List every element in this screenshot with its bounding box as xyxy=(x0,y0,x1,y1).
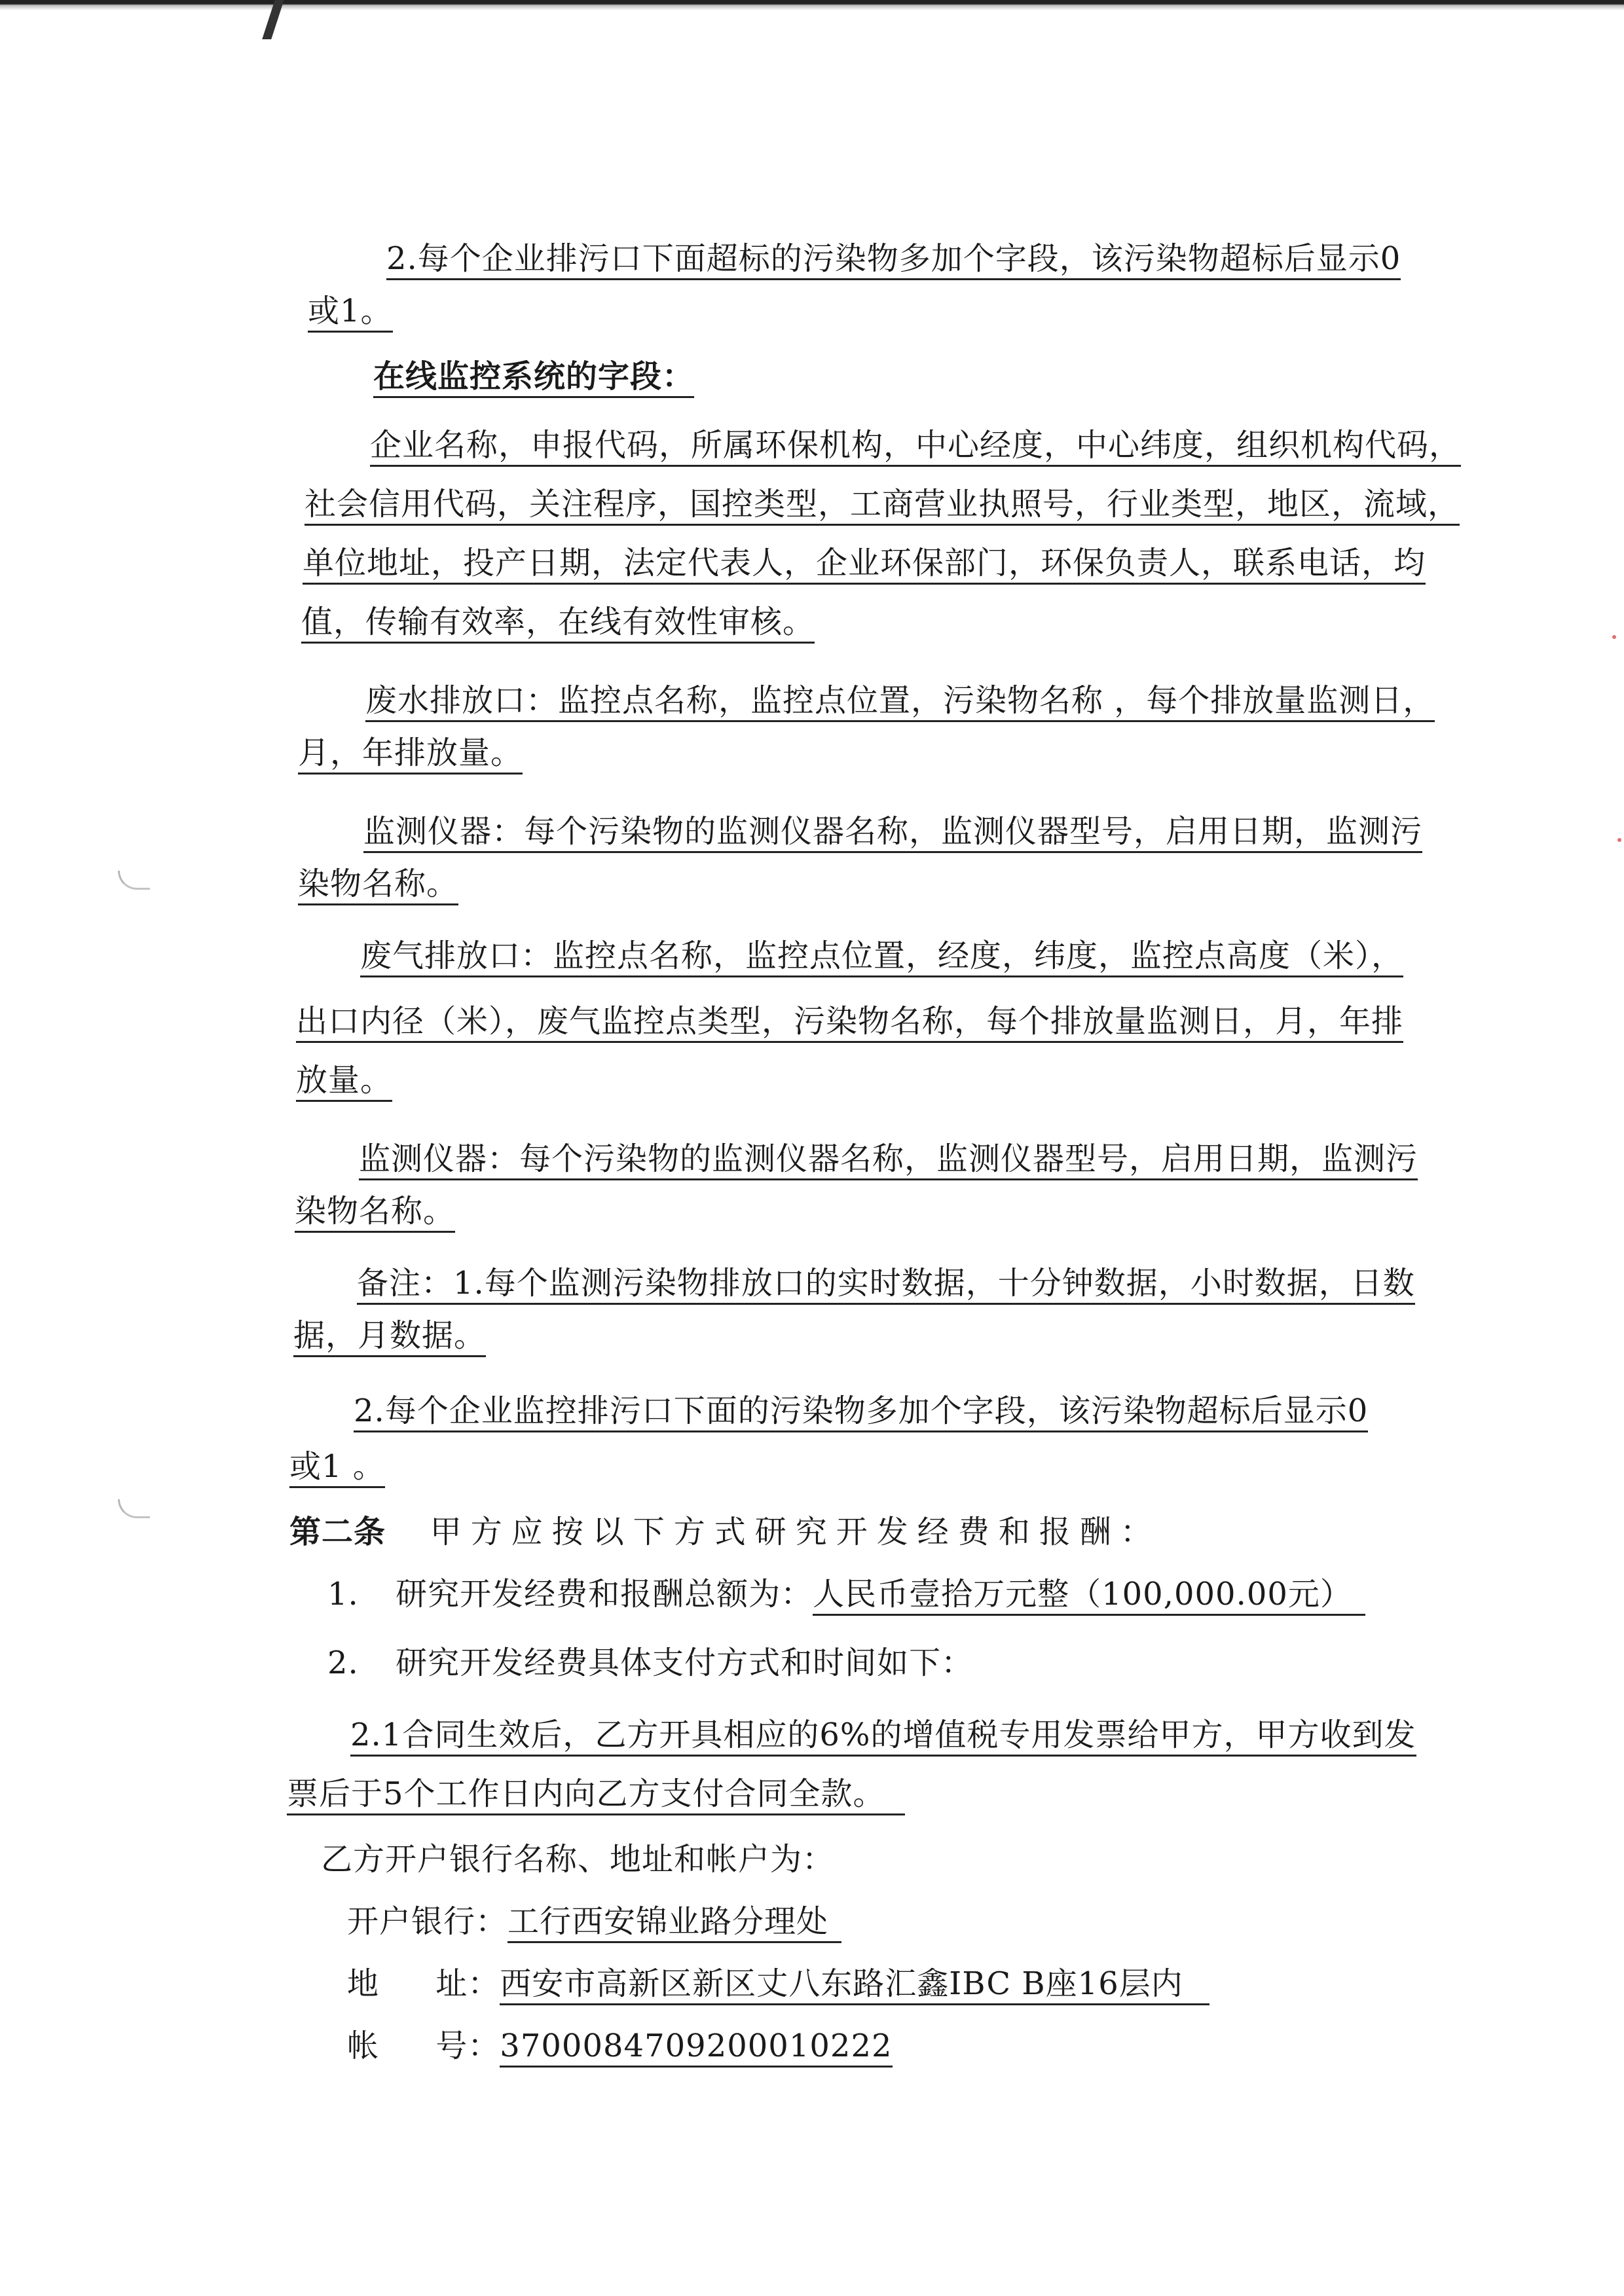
article-2-item-2-1-cont: 票后于5个工作日内向乙方支付合同全款。 xyxy=(287,1774,905,1813)
text-line: 企业名称，申报代码，所属环保机构，中心经度，中心纬度，组织机构代码， xyxy=(370,426,1461,465)
text-line: 或1。 xyxy=(308,291,393,331)
text-line: 染物名称。 xyxy=(298,864,458,903)
text-line: 单位地址，投产日期，法定代表人，企业环保部门，环保负责人，联系电话，均 xyxy=(303,543,1426,583)
text-line: 监测仪器：每个污染物的监测仪器名称，监测仪器型号，启用日期，监测污 xyxy=(363,812,1422,851)
bank-intro: 乙方开户银行名称、地址和帐户为： xyxy=(321,1841,835,1878)
article-2-item-2-1: 2.1合同生效后，乙方开具相应的6%的增值税专用发票给甲方，甲方收到发 xyxy=(350,1715,1416,1755)
text-line: 2.每个企业排污口下面超标的污染物多加个字段，该污染物超标后显示0 xyxy=(386,239,1401,278)
text-line: 放量。 xyxy=(296,1061,392,1100)
text-line: 社会信用代码，关注程序，国控类型，工商营业执照号，行业类型，地区，流域， xyxy=(304,484,1460,524)
article-2-heading: 第二条 甲方应按以下方式研究开发经费和报酬： xyxy=(289,1514,1161,1550)
text-line: 或1 。 xyxy=(289,1447,385,1486)
text-line: 备注：1.每个监测污染物排放口的实时数据，十分钟数据，小时数据，日数 xyxy=(357,1264,1415,1303)
punch-hole-mark xyxy=(118,871,150,890)
text-line: 废水排放口：监控点名称，监控点位置，污染物名称 ，每个排放量监测日， xyxy=(365,681,1435,720)
bank-account-row: 帐 号：3700084709200010222 xyxy=(347,2026,893,2066)
text-line: 月，年排放量。 xyxy=(298,733,523,773)
text-line: 监测仪器：每个污染物的监测仪器名称，监测仪器型号，启用日期，监测污 xyxy=(359,1139,1418,1178)
text-line: 染物名称。 xyxy=(295,1192,455,1231)
article-2-item-1: 1. 研究开发经费和报酬总额为：人民币壹拾万元整（100,000.00元） xyxy=(327,1575,1365,1614)
bank-address-row: 地 址：西安市高新区新区丈八东路汇鑫IBC B座16层内 xyxy=(347,1964,1209,2003)
section-heading: 在线监控系统的字段： xyxy=(373,357,694,396)
bank-name-row: 开户银行：工行西安锦业路分理处 xyxy=(347,1902,841,1941)
text-line: 据，月数据。 xyxy=(293,1316,486,1355)
scan-speck xyxy=(1612,635,1616,639)
text-line: 2.每个企业监控排污口下面的污染物多加个字段，该污染物超标后显示0 xyxy=(354,1391,1368,1430)
punch-hole-mark xyxy=(118,1499,150,1518)
scan-speck xyxy=(1617,838,1621,842)
text-line: 值，传输有效率，在线有效性审核。 xyxy=(301,602,815,642)
text-line: 废气排放口：监控点名称，监控点位置，经度，纬度，监控点高度（米）， xyxy=(360,936,1403,975)
text-line: 出口内径（米），废气监控点类型，污染物名称，每个排放量监测日，月，年排 xyxy=(296,1002,1403,1041)
scan-edge xyxy=(0,0,1624,39)
article-2-item-2: 2. 研究开发经费具体支付方式和时间如下： xyxy=(327,1645,974,1681)
